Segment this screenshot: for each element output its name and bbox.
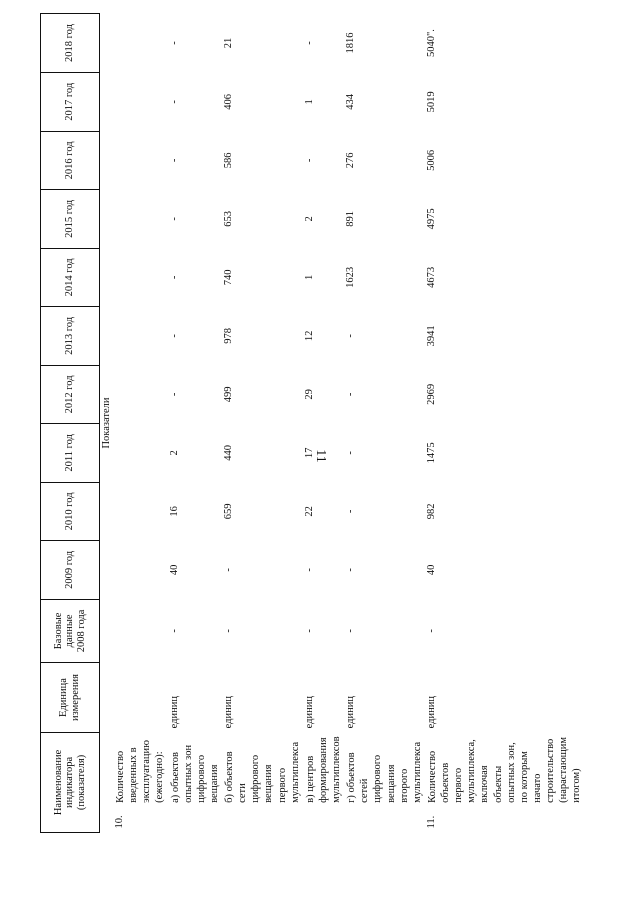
year-value: 1 — [303, 274, 315, 280]
year-value: - — [303, 568, 315, 572]
year-value — [113, 307, 168, 366]
year-value: - — [223, 568, 234, 572]
year-value: 40 — [168, 564, 180, 576]
header-name: Наименование индикатора (показателя) — [41, 732, 100, 832]
header-year: 2009 год — [41, 541, 100, 600]
header-year: 2014 год — [41, 248, 100, 307]
year-value: - — [345, 568, 357, 572]
table-row — [425, 14, 585, 833]
year-value: 5019 — [425, 91, 437, 113]
year-value — [113, 131, 168, 190]
header-year: 2012 год — [41, 365, 100, 424]
header-year: 2015 год — [41, 190, 100, 249]
section-label-row — [100, 14, 114, 833]
table-row — [222, 14, 303, 833]
year-value: 1 — [303, 99, 315, 105]
year-value: 4975 — [425, 208, 437, 230]
year-value — [113, 73, 168, 132]
year-value: 1816 — [345, 32, 357, 54]
year-value: 22 — [303, 506, 315, 517]
base-value: - — [303, 629, 315, 633]
table-row — [168, 14, 223, 833]
row-number — [168, 807, 223, 833]
year-value: - — [345, 334, 357, 338]
base-value: - — [168, 629, 180, 633]
year-value: 434 — [345, 93, 357, 110]
row-number — [303, 807, 344, 833]
year-value — [113, 424, 168, 482]
indicator-name: г) объектов сетей цифрового вещания второго мультиплекса — [346, 741, 423, 803]
year-value: - — [168, 158, 180, 163]
year-value: - — [168, 392, 180, 397]
year-value — [113, 365, 168, 424]
row-number: 10. — [114, 815, 125, 829]
year-value: 586 — [223, 152, 234, 169]
indicator-name: в) центров формирования мультиплексов — [304, 736, 342, 803]
indicator-name: а) объектов опытных зон цифрового вещания — [169, 744, 220, 803]
unit-cell — [113, 663, 168, 733]
footer-filename — [0, 819, 1, 870]
base-value: - — [345, 629, 357, 633]
year-value: 406 — [223, 93, 234, 110]
year-value: 4673 — [425, 266, 437, 288]
year-value: 16 — [168, 506, 180, 517]
year-value: - — [345, 392, 357, 397]
year-value: - — [168, 217, 180, 221]
header-base: Базовые данные 2008 года — [41, 599, 100, 662]
unit-cell: единиц — [223, 696, 234, 729]
row-number — [344, 807, 425, 833]
year-value: - — [303, 41, 315, 45]
indicator-name: Количество введенных в эксплуатацию (ежегодно): — [115, 740, 166, 803]
year-value: - — [168, 334, 180, 338]
year-value: - — [168, 275, 180, 280]
table-row — [303, 14, 344, 833]
table-header-row — [41, 14, 100, 833]
year-value: 740 — [223, 269, 234, 286]
year-value: - — [168, 41, 180, 45]
year-value: 2 — [303, 216, 315, 222]
year-value: 2969 — [425, 383, 437, 405]
year-value — [113, 248, 168, 307]
year-value: 891 — [345, 210, 357, 227]
section-label: Показатели — [101, 397, 112, 449]
table-row — [344, 14, 425, 833]
year-value: 3941 — [425, 325, 437, 347]
year-value: 499 — [223, 386, 234, 403]
year-value — [113, 482, 168, 541]
year-value: 17 — [303, 447, 315, 459]
base-value: - — [425, 629, 437, 633]
year-value: 1623 — [345, 266, 357, 288]
year-value — [113, 190, 168, 249]
base-value: - — [223, 629, 234, 633]
year-value: 440 — [223, 445, 234, 461]
year-value: 982 — [425, 503, 437, 520]
year-value: 653 — [223, 210, 234, 227]
year-value: 40 — [425, 564, 437, 576]
year-value: 2 — [168, 450, 180, 456]
year-value: 12 — [303, 330, 315, 342]
row-number: 11. — [425, 815, 437, 829]
unit-cell: единиц — [345, 696, 357, 729]
year-value: 978 — [223, 328, 234, 344]
year-value: 29 — [303, 389, 315, 400]
page-number: 11 — [313, 449, 328, 463]
unit-cell: единиц — [303, 696, 315, 729]
year-value: 276 — [345, 152, 357, 169]
indicator-name: б) объектов сети цифрового вещания первого мультиплекса — [224, 741, 301, 803]
base-value — [113, 599, 168, 662]
year-value: 659 — [223, 503, 234, 520]
unit-cell: единиц — [425, 696, 437, 729]
header-year: 2016 год — [41, 131, 100, 190]
header-unit: Единица измерения — [41, 663, 100, 733]
header-year: 2011 год — [41, 424, 100, 482]
year-value: 1475 — [425, 442, 437, 464]
year-value — [113, 14, 168, 73]
table-row — [113, 14, 168, 833]
unit-cell: единиц — [168, 696, 180, 729]
year-value: - — [345, 451, 357, 455]
year-value: - — [345, 509, 357, 514]
header-year: 2017 год — [41, 73, 100, 132]
header-year: 2010 год — [41, 482, 100, 541]
indicator-table — [40, 13, 584, 833]
year-value: 5040". — [425, 29, 437, 57]
year-value: - — [303, 158, 315, 163]
year-value: - — [168, 100, 180, 104]
year-value: 5006 — [425, 149, 437, 171]
header-year: 2013 год — [41, 307, 100, 366]
indicator-name: Количество объектов первого мультиплекса, включая объекты опытных зон, по которым начато строительство (нарастающим итогом) — [426, 736, 583, 803]
row-number — [222, 807, 303, 833]
year-value — [113, 541, 168, 600]
year-value: 21 — [223, 37, 234, 49]
header-year: 2018 год — [41, 14, 100, 73]
